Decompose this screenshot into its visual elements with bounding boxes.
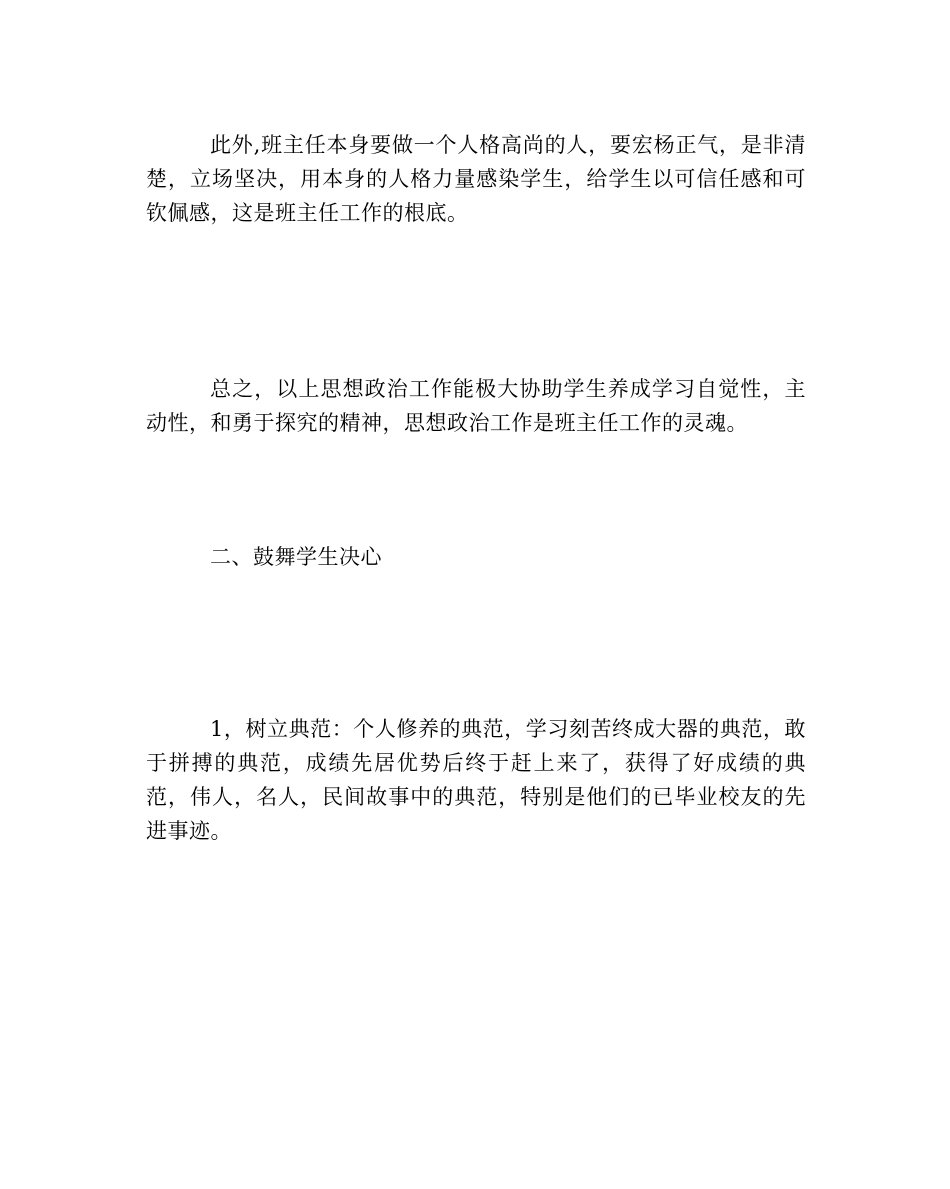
section-heading-encourage-students: 二、鼓舞学生决心: [210, 545, 382, 569]
paragraph-establish-role-models: 1，树立典范：个人修养的典范，学习刻苦终成大器的典范，敢于拼搏的典范，成绩先居优势后终于赶上来了，获得了好成绩的典范，伟人，名人，民间故事中的典范，特别是他们的已毕业校友的先进事迹。: [146, 717, 806, 843]
paragraph-class-teacher-character: 此外,班主任本身要做一个人格高尚的人，要宏杨正气，是非清楚，立场坚决，用本身的人格力量感染学生，给学生以可信任感和可钦佩感，这是班主任工作的根底。: [146, 133, 806, 225]
paragraph-summary-political-work: 总之，以上思想政治工作能极大协助学生养成学习自觉性，主动性，和勇于探究的精神，思想政治工作是班主任工作的灵魂。: [146, 377, 806, 435]
